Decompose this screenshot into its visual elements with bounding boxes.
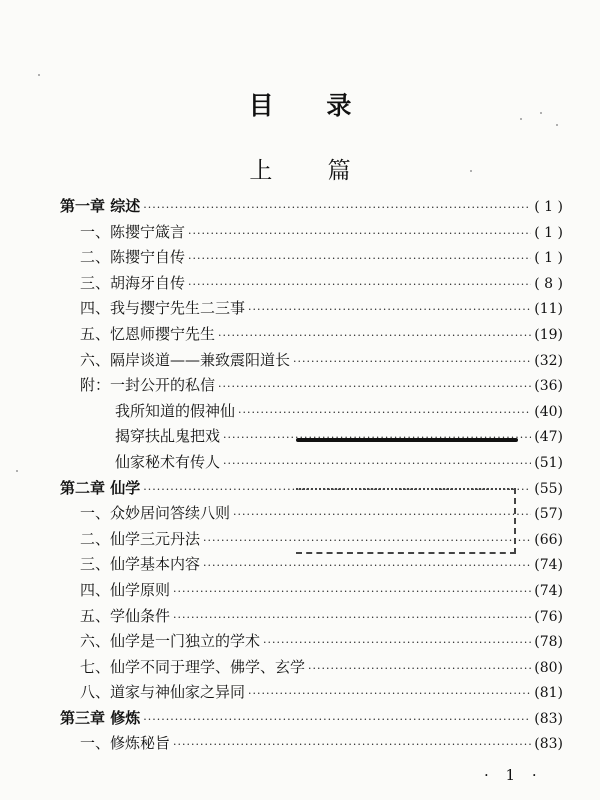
toc-leader-dots <box>203 552 531 579</box>
toc-entry-label: 仙家秘术有传人 <box>115 452 221 471</box>
toc-entry-row <box>60 348 563 374</box>
toc-entry-label: 一、陈撄宁箴言 <box>80 222 186 241</box>
toc-entry-label: 第二章 仙学 <box>60 478 141 497</box>
toc-leader-dots <box>173 578 531 605</box>
toc-page-number: ( 8 ) <box>534 275 563 292</box>
toc-entry-row <box>60 552 563 578</box>
scan-speck <box>16 470 18 472</box>
toc-entry-label: 一、众妙居问答续八则 <box>80 504 231 523</box>
toc-entry-label: 三、胡海牙自传 <box>80 273 186 292</box>
toc-leader-dots <box>263 629 531 656</box>
toc-entry-label: 第三章 修炼 <box>60 708 141 727</box>
toc-entry-label: 五、学仙条件 <box>80 606 171 625</box>
toc-page-number: (51) <box>534 454 563 471</box>
scan-speck <box>520 118 522 120</box>
toc-entry-label: 二、陈撄宁自传 <box>80 248 186 267</box>
toc-entry-label: 六、隔岸谈道——兼致震阳道长 <box>80 350 291 369</box>
scan-speck <box>470 170 472 172</box>
page-title: 目 录 <box>248 91 374 120</box>
toc-page-number: (83) <box>534 736 563 753</box>
toc-entry-row <box>60 220 563 246</box>
toc-entry-row <box>60 271 563 297</box>
toc-leader-dots <box>143 706 531 733</box>
toc-page-number: (47) <box>534 429 563 446</box>
toc-entry-row <box>60 245 563 271</box>
toc-entry-label: 揭穿扶乩鬼把戏 <box>115 427 221 446</box>
toc-page-number: (76) <box>534 608 563 625</box>
toc-entry-label: 我所知道的假神仙 <box>115 401 236 420</box>
toc-entry-label: 七、仙学不同于理学、佛学、玄学 <box>80 657 306 676</box>
toc-entry-label: 附：一封公开的私信 <box>80 376 216 395</box>
toc-page-number: (74) <box>534 557 563 574</box>
toc-entry-label: 一、修炼秘旨 <box>80 734 171 753</box>
toc-page-number: (81) <box>534 685 563 702</box>
scan-speck <box>540 112 542 114</box>
toc-entry-row <box>60 399 563 425</box>
toc-page-number: (11) <box>534 301 563 318</box>
toc-page-number: (55) <box>534 480 563 497</box>
toc-leader-dots <box>188 245 531 272</box>
ink-mark-line <box>296 438 518 442</box>
toc-leader-dots <box>248 296 531 323</box>
toc-page-number: ( 1 ) <box>534 250 563 267</box>
toc-page-number: (57) <box>534 506 563 523</box>
toc-entry-label: 二、仙学三元丹法 <box>80 529 201 548</box>
toc-leader-dots <box>223 450 531 477</box>
toc-leader-dots <box>173 604 531 631</box>
scan-speck <box>38 74 40 76</box>
toc-page-number: (66) <box>534 531 563 548</box>
toc-page-number: (40) <box>534 403 563 420</box>
scan-speck <box>556 124 558 126</box>
toc-entry-row <box>60 680 563 706</box>
toc-page-number: ( 1 ) <box>534 224 563 241</box>
toc-leader-dots <box>218 322 531 349</box>
toc-entry-row <box>60 629 563 655</box>
section-heading: 上 篇 <box>249 158 375 184</box>
toc-entry-label: 八、道家与神仙家之异同 <box>80 683 246 702</box>
toc-leader-dots <box>308 655 531 682</box>
toc-leader-dots <box>188 220 531 247</box>
toc-page-number: (36) <box>534 378 563 395</box>
toc-chapter-row <box>60 194 563 220</box>
toc-page-number: (19) <box>534 326 563 343</box>
toc-entry-row <box>60 322 563 348</box>
toc-page-number: (74) <box>534 582 563 599</box>
toc-chapter-row <box>60 706 563 732</box>
toc-entry-label: 四、我与撄宁先生二三事 <box>80 299 246 318</box>
toc-entry-row <box>60 655 563 681</box>
toc-entry-row <box>60 578 563 604</box>
toc-leader-dots <box>293 348 531 375</box>
page-number: · 1 · <box>484 766 543 784</box>
toc-leader-dots <box>173 731 531 758</box>
toc-leader-dots <box>143 194 531 221</box>
toc-leader-dots <box>248 680 531 707</box>
toc-leader-dots <box>238 399 531 426</box>
toc-leader-dots <box>218 373 531 400</box>
table-of-contents <box>60 194 563 757</box>
toc-entry-row <box>60 373 563 399</box>
toc-entry-row <box>60 450 563 476</box>
toc-entry-label: 五、忆恩师撄宁先生 <box>80 324 216 343</box>
toc-entry-label: 三、仙学基本内容 <box>80 555 201 574</box>
toc-leader-dots <box>188 271 531 298</box>
toc-entry-row <box>60 604 563 630</box>
toc-entry-row <box>60 731 563 757</box>
toc-entry-label: 六、仙学是一门独立的学术 <box>80 632 261 651</box>
toc-page-number: (83) <box>534 710 563 727</box>
toc-page-number: ( 1 ) <box>534 199 563 215</box>
toc-page-number: (78) <box>534 634 563 651</box>
toc-entry-row <box>60 296 563 322</box>
toc-page-number: (32) <box>534 352 563 369</box>
ink-bracket-mark <box>296 488 516 554</box>
toc-entry-label: 第一章 综述 <box>60 197 141 215</box>
toc-entry-label: 四、仙学原则 <box>80 580 171 599</box>
toc-page-number: (80) <box>534 659 563 676</box>
